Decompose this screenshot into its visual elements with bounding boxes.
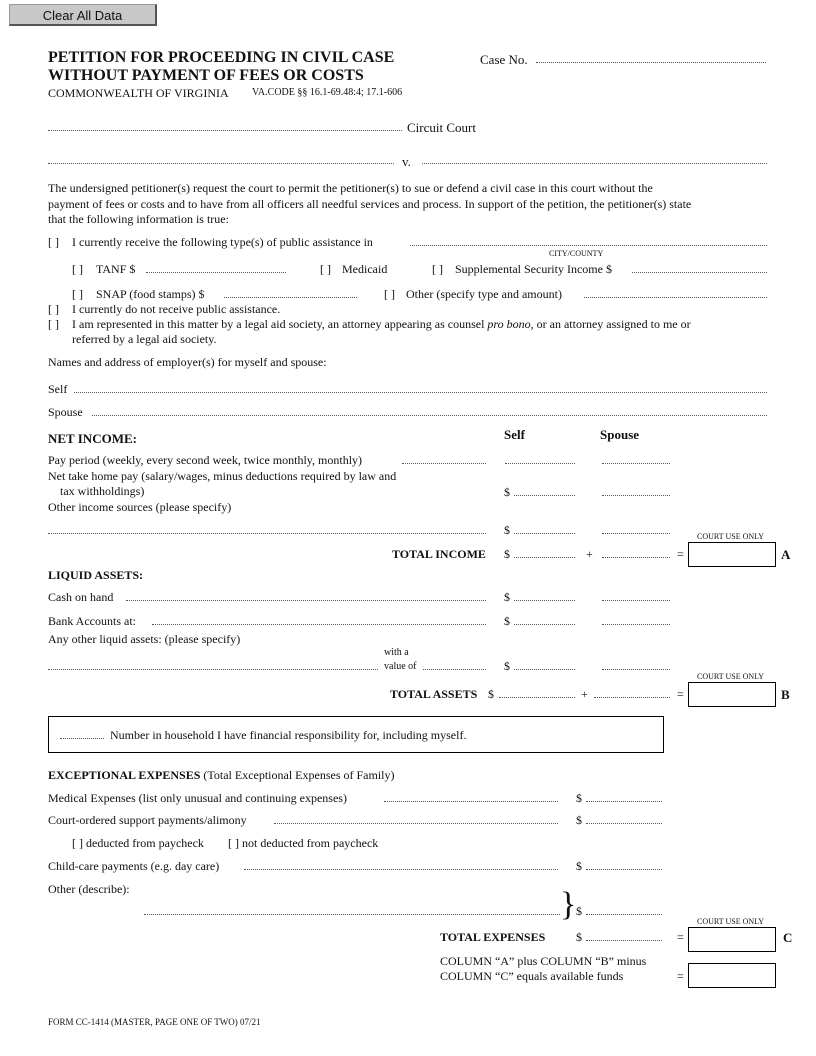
total-income-dollar: $ <box>504 547 510 561</box>
column-b-letter: B <box>781 687 790 702</box>
ssi-amount-field[interactable] <box>632 272 767 273</box>
other-income-description-field[interactable] <box>48 533 486 534</box>
childcare-amount-field[interactable] <box>586 869 662 870</box>
other-liquid-description-field[interactable] <box>48 669 378 670</box>
snap-label: SNAP (food stamps) $ <box>96 287 205 301</box>
column-c-letter: C <box>783 930 793 945</box>
represented-checkbox[interactable]: [ ] <box>48 317 59 331</box>
net-pay-label-line1: Net take home pay (salary/wages, minus deductions required by law and <box>48 469 397 483</box>
cash-spouse-field[interactable] <box>602 600 670 601</box>
receive-assistance-checkbox[interactable]: [ ] <box>48 235 59 249</box>
form-title-line2: WITHOUT PAYMENT OF FEES OR COSTS <box>48 67 364 84</box>
net-pay-dollar: $ <box>504 485 510 499</box>
total-expenses-field[interactable] <box>586 940 662 941</box>
total-expenses-court-box[interactable] <box>688 927 776 952</box>
expenses-heading-bold: EXCEPTIONAL EXPENSES <box>48 768 201 782</box>
no-assistance-label: I currently do not receive public assistance. <box>72 302 281 316</box>
other-liquid-value-field[interactable] <box>423 669 486 670</box>
snap-checkbox[interactable]: [ ] <box>72 287 83 301</box>
snap-amount-field[interactable] <box>224 297 357 298</box>
plaintiff-field[interactable] <box>48 163 394 164</box>
defendant-field[interactable] <box>422 163 767 164</box>
total-income-label: TOTAL INCOME <box>392 547 486 561</box>
total-expenses-equals: = <box>677 930 684 944</box>
other-income-dollar: $ <box>504 523 510 537</box>
with-a-label: with a <box>384 647 409 658</box>
intro-line-2: payment of fees or costs and to have from all officers all needful services and process. In support of the petition, the petitioner(s) state <box>48 197 692 211</box>
represented-label-line1 <box>72 317 691 331</box>
expenses-heading <box>48 768 394 782</box>
pro-bono-text: pro bono <box>487 317 531 331</box>
available-funds-line1: COLUMN “A” plus COLUMN “B” minus <box>440 954 647 968</box>
brace-symbol: } <box>560 886 577 923</box>
court-use-only-b-caption: COURT USE ONLY <box>697 672 765 681</box>
represented-text-b: , or an attorney assigned to me or <box>530 317 691 331</box>
other-income-spouse-field[interactable] <box>602 533 670 534</box>
net-pay-self-field[interactable] <box>514 495 575 496</box>
employer-spouse-field[interactable] <box>92 415 767 416</box>
col-spouse-header: Spouse <box>600 427 640 442</box>
other-liquid-label: Any other liquid assets: (please specify) <box>48 632 241 646</box>
net-pay-spouse-field[interactable] <box>602 495 670 496</box>
liquid-assets-heading: LIQUID ASSETS: <box>48 568 144 582</box>
employer-self-field[interactable] <box>74 392 767 393</box>
column-a-letter: A <box>781 547 791 562</box>
total-assets-equals: = <box>677 687 684 701</box>
total-income-equals: = <box>677 547 684 561</box>
total-assets-plus: + <box>581 687 588 701</box>
cash-self-field[interactable] <box>514 600 575 601</box>
available-funds-line2: COLUMN “C” equals available funds <box>440 969 624 983</box>
no-assistance-checkbox[interactable]: [ ] <box>48 302 59 316</box>
household-label: Number in household I have financial responsibility for, including myself. <box>110 728 467 742</box>
medical-dollar: $ <box>576 791 582 805</box>
support-leader <box>274 823 558 824</box>
support-label: Court-ordered support payments/alimony <box>48 813 247 827</box>
tanf-checkbox[interactable]: [ ] <box>72 262 83 276</box>
medical-leader <box>384 801 558 802</box>
other-income-label: Other income sources (please specify) <box>48 500 232 514</box>
medicaid-checkbox[interactable]: [ ] <box>320 262 331 276</box>
clear-all-data-button[interactable]: Clear All Data <box>9 4 157 26</box>
bank-label: Bank Accounts at: <box>48 614 136 628</box>
childcare-leader <box>244 869 558 870</box>
total-income-plus: + <box>586 547 593 561</box>
versus-label: v. <box>402 154 411 169</box>
case-no-label: Case No. <box>480 52 528 67</box>
city-county-caption: CITY/COUNTY <box>549 249 604 258</box>
circuit-court-label: Circuit Court <box>407 120 476 135</box>
support-amount-field[interactable] <box>586 823 662 824</box>
support-dollar: $ <box>576 813 582 827</box>
other-liquid-dollar: $ <box>504 659 510 673</box>
cash-label: Cash on hand <box>48 590 114 604</box>
other-expense-label: Other (describe): <box>48 882 130 896</box>
court-use-only-c-caption: COURT USE ONLY <box>697 917 765 926</box>
available-funds-equals: = <box>677 969 684 983</box>
other-liquid-spouse-field[interactable] <box>602 669 670 670</box>
deducted-checkbox[interactable]: [ ] deducted from paycheck <box>72 836 204 850</box>
other-assistance-field[interactable] <box>584 297 767 298</box>
pay-period-leader <box>402 463 486 464</box>
other-liquid-self-field[interactable] <box>514 669 575 670</box>
cash-leader <box>126 600 486 601</box>
household-count-field[interactable] <box>60 738 104 739</box>
tanf-label: TANF $ <box>96 262 136 276</box>
value-of-label: value of <box>384 661 417 672</box>
total-assets-spouse-field[interactable] <box>594 697 670 698</box>
bank-spouse-field[interactable] <box>602 624 670 625</box>
total-assets-court-box[interactable] <box>688 682 776 707</box>
total-assets-self-field[interactable] <box>499 697 575 698</box>
pay-period-spouse-field[interactable] <box>602 463 670 464</box>
court-name-field[interactable] <box>48 130 402 131</box>
childcare-label: Child-care payments (e.g. day care) <box>48 859 220 873</box>
total-expenses-dollar: $ <box>576 930 582 944</box>
medical-amount-field[interactable] <box>586 801 662 802</box>
net-income-heading: NET INCOME: <box>48 431 137 446</box>
jurisdiction: COMMONWEALTH OF VIRGINIA <box>48 86 229 100</box>
ssi-label: Supplemental Security Income $ <box>455 262 612 276</box>
other-expense-amount-field[interactable] <box>586 914 662 915</box>
total-income-court-box[interactable] <box>688 542 776 567</box>
other-expense-dollar: $ <box>576 904 582 918</box>
medical-label: Medical Expenses (list only unusual and continuing expenses) <box>48 791 347 805</box>
not-deducted-checkbox[interactable]: [ ] not deducted from paycheck <box>228 836 379 850</box>
available-funds-box[interactable] <box>688 963 776 988</box>
total-assets-label: TOTAL ASSETS <box>390 687 478 701</box>
net-pay-label-line2: tax withholdings) <box>60 484 145 498</box>
receive-assistance-label: I currently receive the following type(s) of public assistance in <box>72 235 373 249</box>
represented-label-line2: referred by a legal aid society. <box>72 332 217 346</box>
represented-text-a: I am represented in this matter by a legal aid society, an attorney appearing as counsel <box>72 317 488 331</box>
other-assistance-checkbox[interactable]: [ ] <box>384 287 395 301</box>
expenses-heading-rest: (Total Exceptional Expenses of Family) <box>203 768 395 782</box>
employer-spouse-label: Spouse <box>48 405 83 419</box>
bank-self-field[interactable] <box>514 624 575 625</box>
cash-dollar: $ <box>504 590 510 604</box>
pay-period-label: Pay period (weekly, every second week, twice monthly, monthly) <box>48 453 363 467</box>
ssi-checkbox[interactable]: [ ] <box>432 262 443 276</box>
intro-line-3: that the following information is true: <box>48 212 229 226</box>
case-no-field[interactable] <box>536 62 766 63</box>
medicaid-label: Medicaid <box>342 262 388 276</box>
tanf-amount-field[interactable] <box>146 272 286 273</box>
form-id-footer: FORM CC-1414 (MASTER, PAGE ONE OF TWO) 07/21 <box>48 1017 261 1027</box>
other-assistance-label: Other (specify type and amount) <box>406 287 562 301</box>
total-assets-dollar: $ <box>488 687 494 701</box>
form-title-line1: PETITION FOR PROCEEDING IN CIVIL CASE <box>48 49 395 66</box>
va-code-reference: VA.CODE §§ 16.1-69.48:4; 17.1-606 <box>252 87 403 98</box>
pay-period-self-field[interactable] <box>505 463 575 464</box>
childcare-dollar: $ <box>576 859 582 873</box>
court-use-only-a-caption: COURT USE ONLY <box>697 532 765 541</box>
total-expenses-label: TOTAL EXPENSES <box>440 930 546 944</box>
bank-dollar: $ <box>504 614 510 628</box>
other-expense-description-field[interactable] <box>144 914 560 915</box>
total-income-spouse-field[interactable] <box>602 557 670 558</box>
employer-heading: Names and address of employer(s) for myself and spouse: <box>48 355 327 369</box>
total-income-self-field[interactable] <box>514 557 575 558</box>
other-income-self-field[interactable] <box>514 533 575 534</box>
city-county-field[interactable] <box>410 245 767 246</box>
intro-line-1: The undersigned petitioner(s) request the court to permit the petitioner(s) to sue or defend a civil case in this court without the <box>48 181 653 195</box>
employer-self-label: Self <box>48 382 68 396</box>
col-self-header: Self <box>504 427 525 442</box>
bank-name-field[interactable] <box>152 624 486 625</box>
